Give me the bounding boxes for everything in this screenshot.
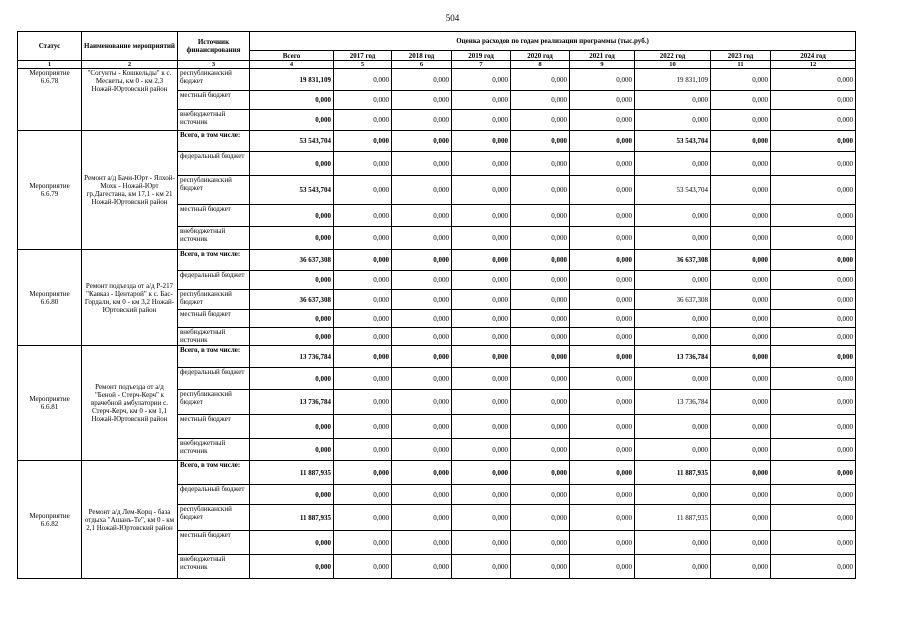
value-total: 36 637,308	[250, 290, 334, 310]
value-year: 0,000	[334, 555, 392, 579]
funding-source: федеральный бюджет	[178, 271, 250, 290]
value-year: 0,000	[570, 461, 635, 485]
value-year: 13 736,784	[635, 390, 711, 415]
value-year: 0,000	[711, 152, 771, 176]
value-year: 0,000	[511, 227, 570, 250]
funding-source: внебюджетный источник	[178, 328, 250, 346]
event-status: Мероприятие 6.6.78	[18, 69, 82, 131]
value-year: 0,000	[711, 176, 771, 205]
value-year: 0,000	[635, 368, 711, 390]
table-row	[18, 69, 856, 91]
value-year: 0,000	[511, 346, 570, 368]
value-total: 0,000	[250, 531, 334, 555]
value-year: 0,000	[635, 485, 711, 505]
value-year: 0,000	[570, 390, 635, 415]
value-year: 36 637,308	[635, 290, 711, 310]
value-total: 0,000	[250, 152, 334, 176]
value-year: 0,000	[452, 176, 511, 205]
value-year: 0,000	[635, 271, 711, 290]
header-status: Статус	[18, 32, 82, 61]
value-year: 0,000	[392, 176, 452, 205]
value-total: 13 736,784	[250, 390, 334, 415]
value-year: 0,000	[392, 69, 452, 91]
funding-source: внебюджетный источник	[178, 555, 250, 579]
value-year: 0,000	[392, 485, 452, 505]
expense-table	[17, 31, 856, 579]
value-year: 0,000	[334, 415, 392, 439]
value-year: 0,000	[511, 205, 570, 227]
value-year: 0,000	[711, 227, 771, 250]
value-year: 0,000	[452, 328, 511, 346]
value-year: 0,000	[711, 205, 771, 227]
table-row	[18, 131, 856, 152]
value-year: 0,000	[771, 415, 856, 439]
value-total: 0,000	[250, 328, 334, 346]
value-year: 0,000	[392, 415, 452, 439]
value-year: 53 543,704	[635, 176, 711, 205]
value-year: 0,000	[392, 346, 452, 368]
value-year: 0,000	[452, 131, 511, 152]
column-number: 2	[82, 61, 178, 69]
value-year: 0,000	[392, 205, 452, 227]
value-year: 0,000	[711, 505, 771, 531]
value-year: 0,000	[392, 531, 452, 555]
value-year: 0,000	[334, 328, 392, 346]
header-year: 2018 год	[392, 51, 452, 61]
value-year: 0,000	[570, 531, 635, 555]
funding-source: республиканский бюджет	[178, 69, 250, 91]
value-year: 11 887,935	[635, 505, 711, 531]
value-year: 0,000	[334, 227, 392, 250]
column-number: 8	[511, 61, 570, 69]
value-total: 0,000	[250, 271, 334, 290]
value-year: 0,000	[511, 250, 570, 271]
value-year: 0,000	[771, 555, 856, 579]
value-year: 0,000	[635, 110, 711, 131]
value-total: 0,000	[250, 310, 334, 328]
funding-source: внебюджетный источник	[178, 110, 250, 131]
value-year: 0,000	[511, 176, 570, 205]
funding-source: Всего, в том числе:	[178, 461, 250, 485]
value-year: 0,000	[452, 346, 511, 368]
value-total: 11 887,935	[250, 505, 334, 531]
value-year: 0,000	[771, 439, 856, 461]
value-year: 0,000	[392, 310, 452, 328]
value-year: 0,000	[771, 271, 856, 290]
value-total: 0,000	[250, 368, 334, 390]
value-year: 0,000	[511, 91, 570, 110]
value-year: 0,000	[452, 555, 511, 579]
value-year: 0,000	[711, 439, 771, 461]
value-year: 0,000	[452, 310, 511, 328]
value-year: 0,000	[635, 205, 711, 227]
value-total: 53 543,704	[250, 176, 334, 205]
value-total: 36 637,308	[250, 250, 334, 271]
value-year: 0,000	[711, 110, 771, 131]
value-year: 0,000	[392, 271, 452, 290]
column-number: 11	[711, 61, 771, 69]
value-year: 0,000	[334, 505, 392, 531]
value-total: 0,000	[250, 555, 334, 579]
funding-source: федеральный бюджет	[178, 485, 250, 505]
value-year: 0,000	[334, 310, 392, 328]
value-year: 0,000	[511, 69, 570, 91]
value-year: 11 887,935	[635, 461, 711, 485]
value-year: 0,000	[511, 461, 570, 485]
value-year: 0,000	[771, 110, 856, 131]
value-year: 0,000	[570, 131, 635, 152]
value-year: 0,000	[570, 176, 635, 205]
value-total: 13 736,784	[250, 346, 334, 368]
value-year: 0,000	[711, 310, 771, 328]
value-year: 0,000	[511, 110, 570, 131]
value-year: 0,000	[711, 346, 771, 368]
column-number: 3	[178, 61, 250, 69]
funding-source: федеральный бюджет	[178, 152, 250, 176]
value-year: 0,000	[334, 531, 392, 555]
column-number: 1	[18, 61, 82, 69]
table-row	[18, 250, 856, 271]
value-total: 0,000	[250, 227, 334, 250]
header-year: 2022 год	[635, 51, 711, 61]
value-year: 0,000	[771, 485, 856, 505]
value-year: 0,000	[334, 110, 392, 131]
value-year: 0,000	[570, 91, 635, 110]
value-year: 0,000	[511, 505, 570, 531]
value-year: 0,000	[771, 91, 856, 110]
value-year: 0,000	[570, 310, 635, 328]
value-year: 0,000	[334, 69, 392, 91]
value-year: 0,000	[392, 461, 452, 485]
value-year: 0,000	[570, 439, 635, 461]
value-year: 0,000	[570, 227, 635, 250]
value-year: 0,000	[392, 110, 452, 131]
value-year: 0,000	[334, 346, 392, 368]
value-year: 0,000	[452, 227, 511, 250]
value-year: 0,000	[771, 310, 856, 328]
funding-source: внебюджетный источник	[178, 227, 250, 250]
column-number: 12	[771, 61, 856, 69]
funding-source: внебюджетный источник	[178, 439, 250, 461]
value-year: 0,000	[452, 485, 511, 505]
value-year: 0,000	[392, 250, 452, 271]
value-year: 0,000	[452, 205, 511, 227]
value-year: 0,000	[452, 152, 511, 176]
value-year: 0,000	[570, 110, 635, 131]
value-year: 0,000	[334, 250, 392, 271]
value-year: 0,000	[771, 176, 856, 205]
value-year: 0,000	[334, 152, 392, 176]
event-name: Ремонт подъезда от а/д Р-217 "Кавказ - Центарой" к с. Бас-Гордали, км 0 - км 3,2 Ножай-Юртовский район	[82, 250, 178, 346]
value-year: 0,000	[511, 439, 570, 461]
value-year: 0,000	[392, 152, 452, 176]
value-year: 0,000	[635, 531, 711, 555]
column-number: 10	[635, 61, 711, 69]
page-number: 504	[445, 13, 460, 23]
value-year: 0,000	[392, 227, 452, 250]
column-number: 6	[392, 61, 452, 69]
value-year: 0,000	[771, 531, 856, 555]
value-total: 0,000	[250, 485, 334, 505]
value-year: 0,000	[452, 505, 511, 531]
value-year: 0,000	[711, 131, 771, 152]
value-year: 0,000	[334, 271, 392, 290]
funding-source: Всего, в том числе:	[178, 250, 250, 271]
value-year: 0,000	[711, 555, 771, 579]
event-name: Ремонт а/д Бачи-Юрт - Ялхой-Мохк - Ножай-Юрт гр.Дагестана, км 17,1 - км 21 Ножай-Юртовский район	[82, 131, 178, 250]
value-year: 0,000	[635, 439, 711, 461]
value-year: 0,000	[711, 485, 771, 505]
value-year: 0,000	[452, 368, 511, 390]
value-year: 0,000	[771, 461, 856, 485]
value-year: 0,000	[711, 461, 771, 485]
value-year: 0,000	[334, 485, 392, 505]
header-estimate: Оценка расходов по годам реализации программы (тыс.руб.)	[250, 32, 856, 51]
column-number: 4	[250, 61, 334, 69]
value-year: 0,000	[511, 271, 570, 290]
funding-source: республиканский бюджет	[178, 290, 250, 310]
value-year: 0,000	[511, 415, 570, 439]
value-total: 19 831,109	[250, 69, 334, 91]
value-total: 0,000	[250, 439, 334, 461]
value-year: 0,000	[511, 555, 570, 579]
value-total: 53 543,704	[250, 131, 334, 152]
funding-source: местный бюджет	[178, 531, 250, 555]
funding-source: Всего, в том числе:	[178, 131, 250, 152]
event-status: Мероприятие 6.6.81	[18, 346, 82, 461]
value-year: 0,000	[511, 290, 570, 310]
value-year: 0,000	[711, 91, 771, 110]
value-year: 0,000	[392, 555, 452, 579]
funding-source: местный бюджет	[178, 310, 250, 328]
value-year: 0,000	[635, 310, 711, 328]
value-year: 0,000	[334, 368, 392, 390]
value-year: 0,000	[511, 328, 570, 346]
value-year: 0,000	[771, 250, 856, 271]
header-year: 2019 год	[452, 51, 511, 61]
value-year: 0,000	[452, 271, 511, 290]
value-year: 0,000	[392, 505, 452, 531]
value-year: 0,000	[570, 485, 635, 505]
value-year: 0,000	[771, 131, 856, 152]
value-year: 0,000	[635, 227, 711, 250]
value-year: 0,000	[334, 131, 392, 152]
value-year: 0,000	[452, 250, 511, 271]
value-year: 0,000	[711, 390, 771, 415]
value-year: 0,000	[711, 531, 771, 555]
value-year: 0,000	[392, 328, 452, 346]
value-year: 0,000	[511, 310, 570, 328]
value-year: 0,000	[392, 439, 452, 461]
event-name: "Согунты - Кошкельды" к с. Мескеты, км 0 - км 2,3 Ножай-Юртовский район	[82, 69, 178, 131]
value-year: 0,000	[334, 91, 392, 110]
value-year: 0,000	[771, 328, 856, 346]
value-year: 0,000	[452, 439, 511, 461]
value-year: 0,000	[452, 110, 511, 131]
value-year: 0,000	[635, 91, 711, 110]
value-year: 0,000	[334, 205, 392, 227]
header-year: 2020 год	[511, 51, 570, 61]
value-year: 0,000	[392, 390, 452, 415]
event-status: Мероприятие 6.6.82	[18, 461, 82, 579]
value-year: 0,000	[570, 505, 635, 531]
value-year: 0,000	[570, 415, 635, 439]
value-year: 0,000	[334, 176, 392, 205]
value-year: 0,000	[570, 69, 635, 91]
header-total: Всего	[250, 51, 334, 61]
value-total: 11 887,935	[250, 461, 334, 485]
column-number: 7	[452, 61, 511, 69]
value-year: 0,000	[771, 505, 856, 531]
funding-source: местный бюджет	[178, 91, 250, 110]
value-year: 0,000	[392, 290, 452, 310]
value-total: 0,000	[250, 415, 334, 439]
value-year: 0,000	[711, 250, 771, 271]
value-year: 0,000	[334, 390, 392, 415]
header-year: 2017 год	[334, 51, 392, 61]
event-status: Мероприятие 6.6.79	[18, 131, 82, 250]
value-year: 0,000	[635, 328, 711, 346]
event-name: Ремонт подъезда от а/д "Беной - Стерч-Керч" к врачебной амбулатории с. Стерч-Керч, км 0 - км 1,1 Ножай-Юртовский район	[82, 346, 178, 461]
event-name: Ремонт а/д Лем-Корц - база отдыха "Ашанъ-Те", км 0 - км 2,1 Ножай-Юртовский район	[82, 461, 178, 579]
funding-source: республиканский бюджет	[178, 176, 250, 205]
value-year: 0,000	[570, 290, 635, 310]
value-year: 0,000	[711, 271, 771, 290]
header-year: 2024 год	[771, 51, 856, 61]
header-year: 2021 год	[570, 51, 635, 61]
value-year: 0,000	[452, 390, 511, 415]
value-year: 0,000	[511, 131, 570, 152]
value-year: 0,000	[711, 290, 771, 310]
funding-source: федеральный бюджет	[178, 368, 250, 390]
value-year: 0,000	[511, 390, 570, 415]
funding-source: местный бюджет	[178, 205, 250, 227]
value-year: 0,000	[511, 485, 570, 505]
value-year: 0,000	[511, 152, 570, 176]
value-year: 0,000	[711, 69, 771, 91]
value-year: 0,000	[511, 531, 570, 555]
value-year: 0,000	[334, 439, 392, 461]
header-name: Наименование мероприятий	[82, 32, 178, 61]
value-year: 0,000	[771, 290, 856, 310]
event-status: Мероприятие 6.6.80	[18, 250, 82, 346]
column-number: 9	[570, 61, 635, 69]
value-total: 0,000	[250, 110, 334, 131]
value-year: 0,000	[771, 205, 856, 227]
value-year: 53 543,704	[635, 131, 711, 152]
value-year: 0,000	[771, 227, 856, 250]
funding-source: местный бюджет	[178, 415, 250, 439]
value-year: 0,000	[570, 250, 635, 271]
value-year: 0,000	[511, 368, 570, 390]
value-year: 0,000	[771, 346, 856, 368]
header-year: 2023 год	[711, 51, 771, 61]
value-year: 0,000	[570, 271, 635, 290]
value-year: 0,000	[635, 152, 711, 176]
value-total: 0,000	[250, 205, 334, 227]
value-year: 0,000	[570, 555, 635, 579]
value-year: 0,000	[334, 461, 392, 485]
value-year: 0,000	[711, 415, 771, 439]
funding-source: республиканский бюджет	[178, 390, 250, 415]
column-number: 5	[334, 61, 392, 69]
value-year: 13 736,784	[635, 346, 711, 368]
value-year: 0,000	[570, 346, 635, 368]
value-year: 0,000	[452, 461, 511, 485]
value-year: 36 637,308	[635, 250, 711, 271]
table-row	[18, 346, 856, 368]
value-year: 0,000	[771, 69, 856, 91]
value-year: 0,000	[570, 205, 635, 227]
value-year: 0,000	[452, 91, 511, 110]
value-year: 0,000	[452, 531, 511, 555]
value-year: 0,000	[711, 368, 771, 390]
value-year: 0,000	[635, 555, 711, 579]
value-year: 0,000	[452, 69, 511, 91]
value-year: 0,000	[392, 91, 452, 110]
value-year: 0,000	[635, 415, 711, 439]
value-total: 0,000	[250, 91, 334, 110]
value-year: 0,000	[392, 368, 452, 390]
header-source: Источник финансирования	[178, 32, 250, 61]
value-year: 0,000	[392, 131, 452, 152]
funding-source: Всего, в том числе:	[178, 346, 250, 368]
value-year: 0,000	[452, 290, 511, 310]
table-row	[18, 461, 856, 485]
value-year: 0,000	[570, 368, 635, 390]
value-year: 0,000	[771, 390, 856, 415]
value-year: 0,000	[570, 328, 635, 346]
value-year: 0,000	[334, 290, 392, 310]
value-year: 0,000	[771, 152, 856, 176]
value-year: 0,000	[771, 368, 856, 390]
value-year: 19 831,109	[635, 69, 711, 91]
value-year: 0,000	[570, 152, 635, 176]
value-year: 0,000	[711, 328, 771, 346]
value-year: 0,000	[452, 415, 511, 439]
funding-source: республиканский бюджет	[178, 505, 250, 531]
